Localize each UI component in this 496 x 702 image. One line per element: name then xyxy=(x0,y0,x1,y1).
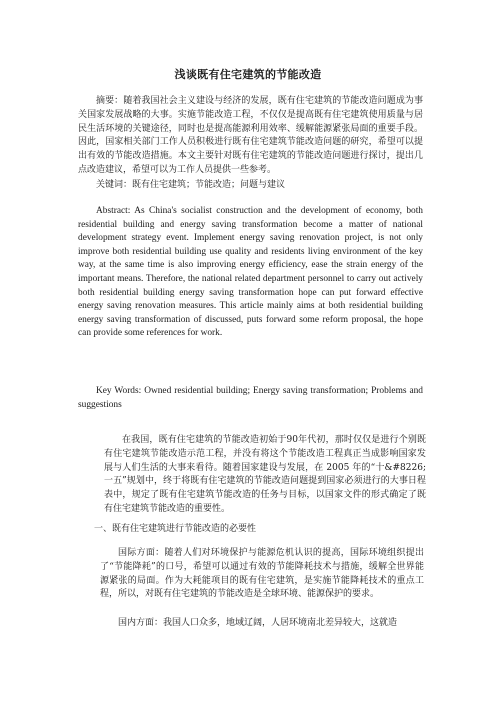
section-1-paragraph-2: 国内方面：我国人口众多，地域辽阔，人居环境南北差异较大，这就造 xyxy=(118,618,398,628)
intro-paragraph: 在我国，既有住宅建筑的节能改造初始于90年代初，那时仅仅是进行个别既有住宅建筑节能改造示范工程，并没有将这个节能改造工程真正当成影响国家发展与人们生活的大事来看待。随着国家建设与发展，在 2005 年的“十&#8226;一五”规划中，终于将既有住宅建筑的节能改造问题提到国家必须进行的大事日程表中，规定了既有住宅建筑节能改造的任务与目标，以国家文件的形式确定了既有住宅建筑节能改造的重要性。 xyxy=(104,435,426,514)
section-1-paragraph-1: 国际方面：随着人们对环境保护与能源危机认识的提高，国际环境组织提出了“节能降耗”的口号，希望可以通过有效的节能降耗技术与措施，缓解全世界能源紧张的局面。作为大耗能项目的既有住宅建筑，是实施节能降耗技术的重点工程，所以，对既有住宅建筑的节能改造是全球环境、能源保护的要求。 xyxy=(100,548,424,600)
document-title: 浅谈既有住宅建筑的节能改造 xyxy=(174,68,322,81)
keywords-english: Key Words: Owned residential building; Energy saving transformation; Problems and suggestions xyxy=(78,386,423,410)
keywords-chinese: 关键词：既有住宅建筑；节能改造；问题与建议 xyxy=(96,180,286,190)
abstract-english: Abstract: As China's socialist construction and the development of economy, both residential building and energy saving transformation become a matter of national development strategy event. Implement energy saving renovation project, is not only improve both residential building use quality and residents living environment of the key way, at the same time is also improving energy efficiency, ease the strain energy of the important means. Therefore, the national related department personnel to carry out actively both residential building energy saving transformation hope can put forward effective energy saving renovation measures. This article mainly aims at both residential building energy saving transformation of discussed, puts forward some reform proposal, the hope can provide some references for work. xyxy=(78,206,423,339)
abstract-chinese: 摘要：随着我国社会主义建设与经济的发展，既有住宅建筑的节能改造问题成为事关国家发展战略的大事。实施节能改造工程，不仅仅是提高既有住宅建筑使用质量与居民生活环境的关键途径，同时也是提高能源利用效率、缓解能源紧张局面的重要手段。因此，国家相关部门工作人员积极进行既有住宅建筑节能改造问题的研究，希望可以提出有效的节能改造措施。本文主要针对既有住宅建筑的节能改造问题进行探讨，提出几点改造建议，希望可以为工作人员提供一些参考。 xyxy=(78,96,423,175)
section-1-heading: 一、既有住宅建筑进行节能改造的必要性 xyxy=(94,524,257,534)
